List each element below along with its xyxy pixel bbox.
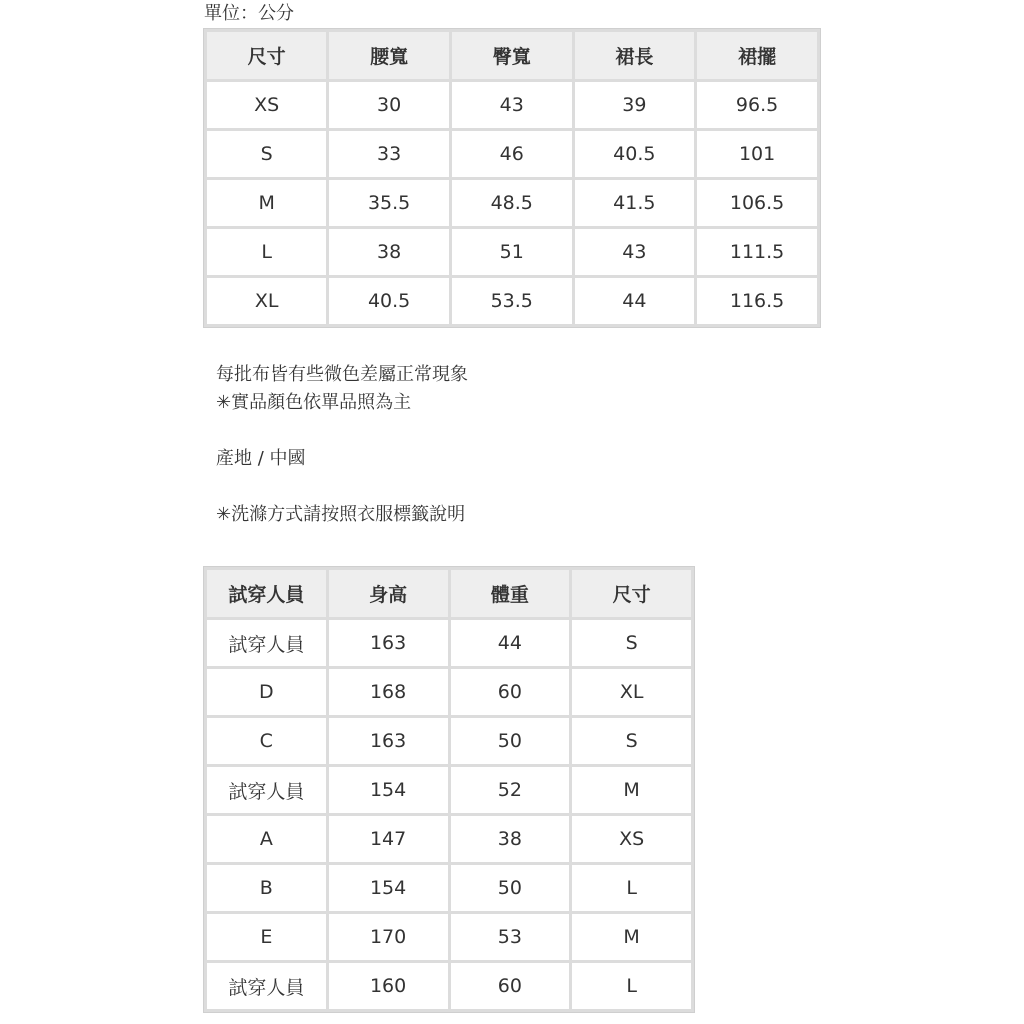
table-cell: 試穿人員 — [207, 620, 326, 666]
table-row — [207, 865, 691, 911]
header-cell: 尺寸 — [207, 32, 326, 79]
table-cell: XS — [572, 816, 691, 862]
header-cell: 裙長 — [575, 32, 695, 79]
table-row — [207, 669, 691, 715]
table-cell: 160 — [329, 963, 448, 1009]
table-cell: B — [207, 865, 326, 911]
table-cell: M — [207, 180, 326, 226]
header-cell: 身高 — [329, 570, 448, 617]
table-cell: 106.5 — [697, 180, 817, 226]
table-cell: XL — [572, 669, 691, 715]
table-cell: 116.5 — [697, 278, 817, 324]
table-cell: 168 — [329, 669, 448, 715]
header-cell: 腰寬 — [329, 32, 449, 79]
table-cell: 41.5 — [575, 180, 695, 226]
size-table — [203, 28, 821, 328]
header-cell: 裙擺 — [697, 32, 817, 79]
table-cell: XS — [207, 82, 326, 128]
header-cell: 體重 — [451, 570, 570, 617]
table-row — [207, 767, 691, 813]
table-row — [207, 718, 691, 764]
unit-label: 單位：公分 — [204, 3, 294, 24]
table-row — [207, 963, 691, 1009]
table-cell: XL — [207, 278, 326, 324]
table-cell: 60 — [451, 669, 570, 715]
table-cell: M — [572, 914, 691, 960]
table-cell: 163 — [329, 718, 448, 764]
fit-table-header-row — [207, 570, 691, 617]
table-row — [207, 816, 691, 862]
table-cell: 154 — [329, 865, 448, 911]
table-cell: 51 — [452, 229, 572, 275]
table-cell: 53 — [451, 914, 570, 960]
table-cell: 35.5 — [329, 180, 449, 226]
table-cell: 53.5 — [452, 278, 572, 324]
color-variation-note: 每批布皆有些微色差屬正常現象 — [216, 364, 468, 385]
table-cell: L — [572, 963, 691, 1009]
table-cell: 試穿人員 — [207, 767, 326, 813]
table-cell: M — [572, 767, 691, 813]
table-cell: 101 — [697, 131, 817, 177]
table-cell: 60 — [451, 963, 570, 1009]
table-cell: 163 — [329, 620, 448, 666]
table-row — [207, 180, 817, 226]
table-cell: L — [572, 865, 691, 911]
table-cell: C — [207, 718, 326, 764]
table-cell: A — [207, 816, 326, 862]
header-cell: 臀寬 — [452, 32, 572, 79]
header-cell: 尺寸 — [572, 570, 691, 617]
table-cell: 33 — [329, 131, 449, 177]
table-cell: S — [572, 620, 691, 666]
table-row — [207, 131, 817, 177]
table-row — [207, 914, 691, 960]
table-cell: 44 — [575, 278, 695, 324]
table-cell: S — [207, 131, 326, 177]
table-cell: 154 — [329, 767, 448, 813]
table-row — [207, 82, 817, 128]
origin-note: 產地 / 中國 — [216, 448, 306, 469]
table-row — [207, 229, 817, 275]
header-cell: 試穿人員 — [207, 570, 326, 617]
table-cell: 50 — [451, 865, 570, 911]
table-cell: 50 — [451, 718, 570, 764]
table-cell: 52 — [451, 767, 570, 813]
table-cell: D — [207, 669, 326, 715]
table-cell: S — [572, 718, 691, 764]
table-cell: 44 — [451, 620, 570, 666]
size-table-header-row — [207, 32, 817, 79]
table-row — [207, 278, 817, 324]
table-cell: 43 — [452, 82, 572, 128]
table-cell: 170 — [329, 914, 448, 960]
table-cell: 46 — [452, 131, 572, 177]
table-cell: 40.5 — [575, 131, 695, 177]
table-cell: 30 — [329, 82, 449, 128]
table-cell: E — [207, 914, 326, 960]
table-cell: 40.5 — [329, 278, 449, 324]
table-cell: 111.5 — [697, 229, 817, 275]
table-cell: 48.5 — [452, 180, 572, 226]
table-cell: 43 — [575, 229, 695, 275]
table-cell: 147 — [329, 816, 448, 862]
fit-model-table — [203, 566, 695, 1013]
table-row — [207, 620, 691, 666]
table-cell: 96.5 — [697, 82, 817, 128]
table-cell: 試穿人員 — [207, 963, 326, 1009]
table-cell: 38 — [329, 229, 449, 275]
table-cell: 39 — [575, 82, 695, 128]
table-cell: L — [207, 229, 326, 275]
table-cell: 38 — [451, 816, 570, 862]
actual-color-note: ✳實品顏色依單品照為主 — [216, 392, 412, 413]
care-note: ✳洗滌方式請按照衣服標籤說明 — [216, 504, 466, 525]
